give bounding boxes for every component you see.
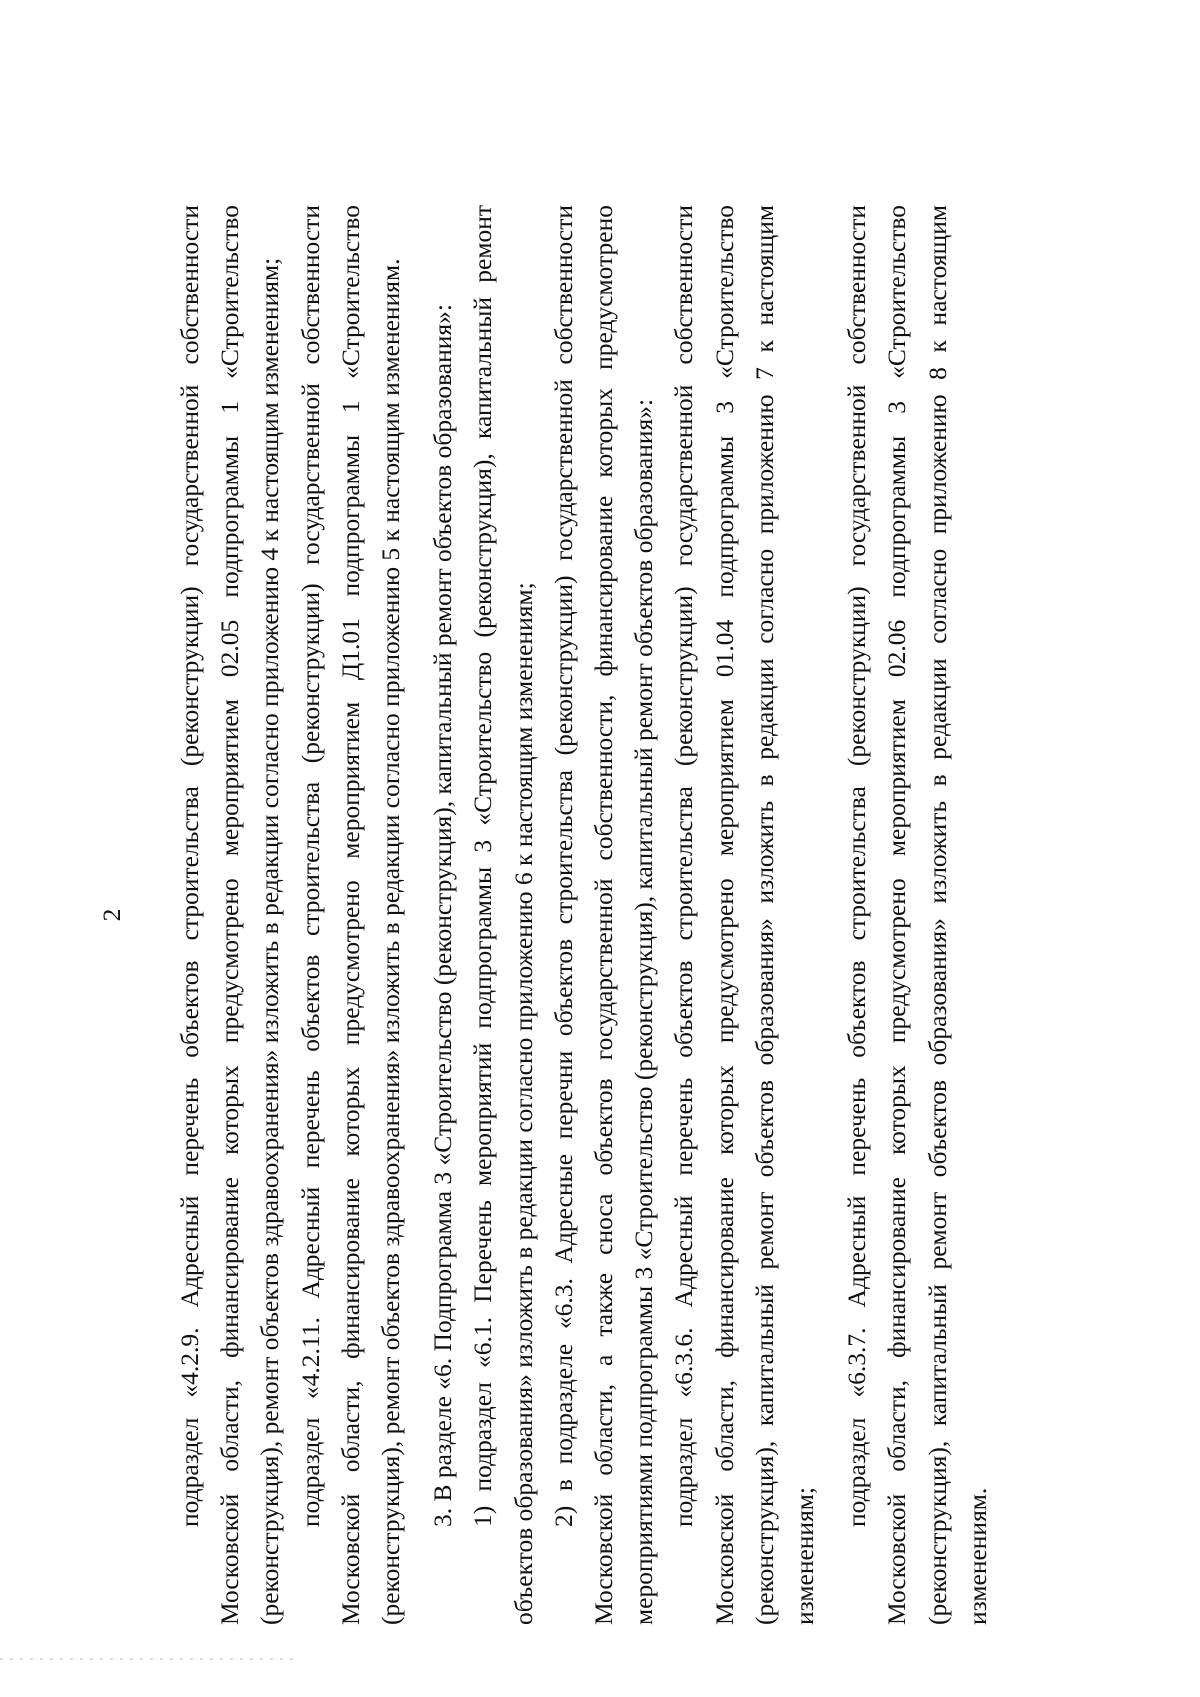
paragraph-6-3-7: подраздел «6.3.7. Адресный перечень объектов строительства (реконструкции) государственной собственности Московской области, финансирование которых предусмотрено мероприятием 02.06 подпрограммы 3 «Строительство (реконструкция), капитальный ремонт объектов образования» изложить в редакции согласно приложению 8 к настоящим изменениям. xyxy=(842,205,992,1625)
rotated-page-content xyxy=(97,205,1030,1625)
paragraph-item-1: 1) подраздел «6.1. Перечень мероприятий подпрограммы 3 «Строительство (реконструкция), капитальный ремонт объектов образования» изложить в редакции согласно приложению 6 к настоящим изменениям; xyxy=(468,205,538,1625)
paragraph-4-2-11: подраздел «4.2.11. Адресный перечень объектов строительства (реконструкции) государственной собственности Московской области, финансирование которых предусмотрено мероприятием Д1.01 подпрограммы 1 «Строительство (реконструкция), ремонт объектов здравоохранения» изложить в редакции согласно приложению 5 к настоящим изменениям. xyxy=(295,205,406,1625)
page-number: 2 xyxy=(97,908,126,922)
paragraph-6-3-6: подраздел «6.3.6. Адресный перечень объектов строительства (реконструкции) государственной собственности Московской области, финансирование которых предусмотрено мероприятием 01.04 подпрограммы 3 «Строительство (реконструкция), капитальный ремонт объектов образования» изложить в редакции согласно приложению 7 к настоящим изменениям; xyxy=(669,205,820,1625)
paragraph-section-3: 3. В разделе «6. Подпрограмма 3 «Строительство (реконструкция), капитальный ремонт объектов образования»: xyxy=(428,304,458,1527)
scan-edge-noise xyxy=(0,1652,520,1666)
paragraph-item-2: 2) в подразделе «6.3. Адресные перечни объектов строительства (реконструкции) государственной собственности Московской области, а также сноса объектов государственной собственности, финансирование которых предусмотрено мероприятиями подпрограммы 3 «Строительство (реконструкция), капитальный ремонт объектов образования»: xyxy=(548,205,659,1625)
paragraph-4-2-9: подраздел «4.2.9. Адресный перечень объектов строительства (реконструкции) государственной собственности Московской области, финансирование которых предусмотрено мероприятием 02.05 подпрограммы 1 «Строительство (реконструкция), ремонт объектов здравоохранения» изложить в редакции согласно приложению 4 к настоящим изменениям; xyxy=(175,205,285,1625)
